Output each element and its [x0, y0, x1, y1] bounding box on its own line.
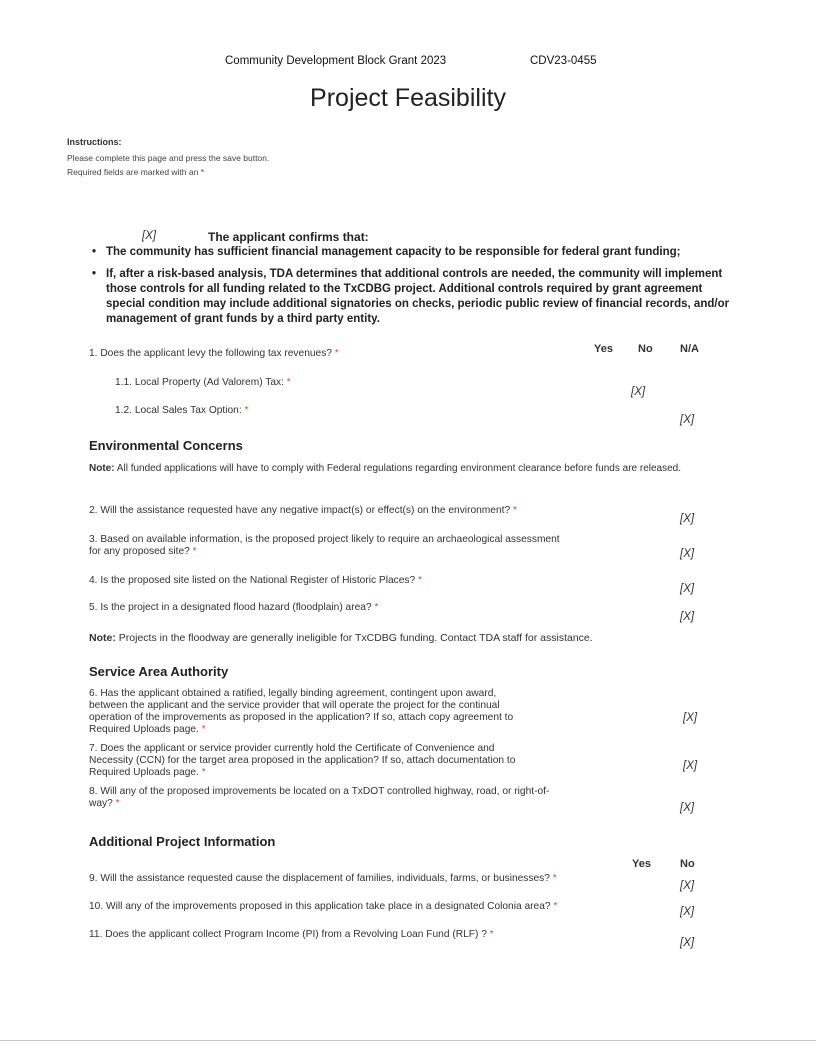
- section-additional-heading: Additional Project Information: [89, 834, 276, 849]
- question-2: [89, 505, 517, 517]
- question-3-answer[interactable]: [X]: [680, 548, 695, 560]
- instructions-line-1: Please complete this page and press the save button.: [67, 153, 270, 163]
- bullet-dot-icon: •: [92, 268, 97, 280]
- additional-column-yes: Yes: [632, 858, 651, 870]
- question-1-1-text: 1.1. Local Property (Ad Valorem) Tax:: [115, 377, 284, 388]
- required-marker: *: [286, 377, 291, 388]
- column-no: No: [638, 343, 653, 355]
- question-1-1-answer[interactable]: [X]: [631, 386, 646, 398]
- note-label: Note:: [89, 632, 116, 644]
- question-1-2: [115, 405, 248, 417]
- question-9-text: 9. Will the assistance requested cause the displacement of families, individuals, farms, or businesses?: [89, 873, 550, 884]
- question-4: [89, 575, 422, 587]
- question-7-line-2: Necessity (CCN) for the target area proposed in the application? If so, attach documentation to: [89, 755, 516, 766]
- question-5: [89, 602, 378, 614]
- question-4-text: 4. Is the proposed site listed on the National Register of Historic Places?: [89, 575, 416, 586]
- additional-column-no: No: [680, 858, 695, 870]
- question-10: [89, 901, 557, 913]
- application-id: CDV23-0455: [530, 55, 597, 67]
- column-yes: Yes: [594, 343, 613, 355]
- required-marker: *: [553, 901, 558, 912]
- question-9: [89, 873, 557, 885]
- environmental-note: [89, 462, 739, 475]
- question-8-answer[interactable]: [X]: [680, 802, 695, 814]
- question-2-answer[interactable]: [X]: [680, 513, 695, 525]
- section-service-area-heading: Service Area Authority: [89, 664, 229, 679]
- floodway-note: [89, 632, 739, 645]
- question-2-text: 2. Will the assistance requested have any negative impact(s) or effect(s) on the environment?: [89, 505, 511, 516]
- question-7-line-3: Required Uploads page.: [89, 767, 199, 778]
- question-1: [89, 348, 339, 360]
- question-1-text: 1. Does the applicant levy the following tax revenues?: [89, 348, 332, 359]
- required-marker: *: [374, 602, 379, 613]
- question-11-answer[interactable]: [X]: [680, 937, 695, 949]
- required-marker: *: [244, 405, 249, 416]
- confirm-bullet-2: [92, 267, 731, 327]
- question-6-answer[interactable]: [X]: [683, 712, 698, 724]
- confirm-checkbox[interactable]: [X]: [142, 230, 157, 242]
- required-marker: *: [201, 767, 206, 778]
- question-8-line-2: way?: [89, 798, 113, 809]
- question-11: [89, 929, 494, 941]
- page-bottom-divider: [0, 1040, 816, 1041]
- question-1-2-answer[interactable]: [X]: [680, 414, 695, 426]
- question-6-line-2: between the applicant and the service provider that will operate the project for the continual: [89, 700, 500, 711]
- question-6-line-4: Required Uploads page.: [89, 724, 199, 735]
- required-marker: *: [192, 546, 197, 557]
- required-marker: *: [418, 575, 422, 586]
- page-title: Project Feasibility: [310, 84, 506, 112]
- question-3-line-2: for any proposed site?: [89, 546, 190, 557]
- instructions-line-2: Required fields are marked with an *: [67, 167, 205, 177]
- question-7-answer[interactable]: [X]: [683, 760, 698, 772]
- program-title: Community Development Block Grant 2023: [225, 55, 447, 67]
- question-5-answer[interactable]: [X]: [680, 611, 695, 623]
- question-9-answer[interactable]: [X]: [680, 880, 695, 892]
- instructions-heading: Instructions:: [67, 137, 122, 147]
- question-3: [89, 534, 560, 558]
- confirm-bullet-1: [92, 245, 731, 260]
- question-8: [89, 786, 549, 810]
- confirm-heading: The applicant confirms that:: [208, 230, 369, 244]
- environmental-note-text: All funded applications will have to comply with Federal regulations regarding environment clearance before funds are released.: [116, 463, 682, 474]
- required-marker: *: [201, 724, 206, 735]
- floodway-note-text: Projects in the floodway are generally ineligible for TxCDBG funding. Contact TDA staff for assistance.: [118, 632, 593, 644]
- confirm-bullet-1-text: The community has sufficient financial management capacity to be responsible for federal grant funding;: [106, 246, 681, 258]
- question-10-text: 10. Will any of the improvements proposed in this application take place in a designated Colonia area?: [89, 901, 551, 912]
- question-10-answer[interactable]: [X]: [680, 906, 695, 918]
- note-label: Note:: [89, 463, 115, 474]
- question-11-text: 11. Does the applicant collect Program Income (PI) from a Revolving Loan Fund (RLF) ?: [89, 929, 487, 940]
- question-7-line-1: 7. Does the applicant or service provider currently hold the Certificate of Convenience and: [89, 743, 495, 754]
- required-marker: *: [115, 798, 120, 809]
- required-marker: *: [552, 873, 557, 884]
- question-3-line-1: 3. Based on available information, is the proposed project likely to require an archaeological assessment: [89, 534, 560, 545]
- question-6-line-1: 6. Has the applicant obtained a ratified, legally binding agreement, contingent upon award,: [89, 688, 497, 699]
- question-8-line-1: 8. Will any of the proposed improvements be located on a TxDOT controlled highway, road, or right-of-: [89, 786, 550, 797]
- bullet-dot-icon: •: [92, 246, 97, 258]
- question-5-text: 5. Is the project in a designated flood hazard (floodplain) area?: [89, 602, 372, 613]
- required-marker: *: [512, 505, 517, 516]
- question-6-line-3: operation of the improvements as proposed in the application? If so, attach copy agreement to: [89, 712, 514, 723]
- required-marker: *: [334, 348, 339, 359]
- question-1-1: [115, 377, 291, 389]
- required-marker: *: [489, 929, 494, 940]
- question-1-2-text: 1.2. Local Sales Tax Option:: [115, 405, 242, 416]
- question-4-answer[interactable]: [X]: [680, 583, 695, 595]
- column-na: N/A: [680, 343, 699, 355]
- section-environmental-heading: Environmental Concerns: [89, 438, 243, 453]
- confirm-bullet-2-text: If, after a risk-based analysis, TDA determines that additional controls are needed, the community will implement those controls for all funding related to the TxCDBG project. Additional controls required by grant agreement special condition may include additional signatories on checks, periodic public review of financial records, and/or management of grant funds by a third party entity.: [106, 268, 730, 325]
- question-7: [89, 743, 515, 779]
- question-6: [89, 688, 513, 736]
